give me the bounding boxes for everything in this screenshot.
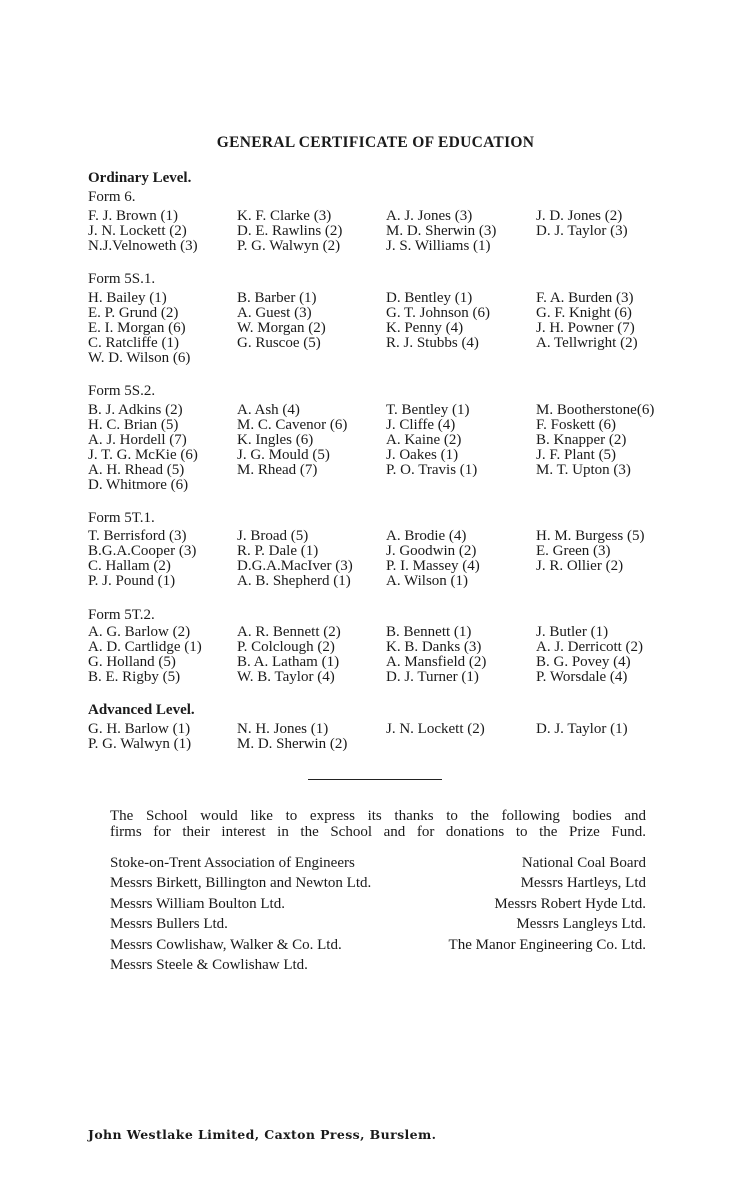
student-result: M. C. Cavenor (6)	[237, 417, 348, 433]
student-result: K. Penny (4)	[386, 320, 464, 336]
student-result: F. A. Burden (3)	[536, 290, 634, 306]
student-result: B. A. Latham (1)	[237, 654, 340, 670]
student-result: B.G.A.Cooper (3)	[88, 543, 197, 559]
student-result: H. C. Brian (5)	[88, 417, 179, 433]
student-result: F. J. Brown (1)	[88, 208, 179, 224]
result-row	[88, 529, 688, 544]
donor-name: Messrs Langleys Ltd.	[516, 916, 646, 933]
student-result: E. P. Grund (2)	[88, 305, 179, 321]
student-result: M. D. Sherwin (3)	[386, 223, 497, 239]
student-result: T. Berrisford (3)	[88, 528, 187, 544]
student-result: E. I. Morgan (6)	[88, 320, 186, 336]
advanced-level-results	[88, 722, 688, 752]
donor-name: Messrs Cowlishaw, Walker & Co. Ltd.	[110, 936, 342, 953]
student-result: A. B. Shepherd (1)	[237, 573, 351, 589]
student-result: A. Wilson (1)	[386, 573, 469, 589]
student-result: D. E. Rawlins (2)	[237, 223, 343, 239]
student-result: J. F. Plant (5)	[536, 447, 617, 463]
student-result: J. D. Jones (2)	[536, 208, 623, 224]
student-result: A. D. Cartlidge (1)	[88, 639, 202, 655]
student-result: N. H. Jones (1)	[237, 721, 329, 737]
thanks-line: firms for their interest in the School and for donations to the Prize Fund.	[110, 824, 646, 840]
student-result: J. H. Powner (7)	[536, 320, 635, 336]
donor-name: Stoke-on-Trent Association of Engineers	[110, 855, 355, 871]
student-result: J. G. Mould (5)	[237, 447, 330, 463]
result-row	[88, 544, 688, 559]
student-result: B. Knapper (2)	[536, 432, 627, 448]
result-row	[88, 321, 688, 336]
student-result: D. J. Taylor (1)	[536, 721, 628, 737]
thanks-line: The School would like to express its thanks to the following bodies and	[110, 808, 646, 824]
student-result: J. Butler (1)	[536, 624, 609, 640]
form-heading: Form 5T.2.	[88, 607, 155, 623]
donor-row	[110, 957, 646, 977]
printer-credit: John Westlake Limited, Caxton Press, Burslem.	[88, 1127, 437, 1142]
result-row	[88, 239, 688, 254]
result-row	[88, 224, 688, 239]
form-5t1-results	[88, 529, 688, 589]
student-result: A. H. Rhead (5)	[88, 462, 185, 478]
result-row	[88, 655, 688, 670]
result-row	[88, 574, 688, 589]
form-6-results	[88, 209, 688, 254]
student-result: A. J. Derricott (2)	[536, 639, 644, 655]
student-result: J. N. Lockett (2)	[386, 721, 485, 737]
student-result: D. Bentley (1)	[386, 290, 473, 306]
donor-row	[110, 855, 646, 875]
student-result: B. Barber (1)	[237, 290, 317, 306]
form-5s1-results	[88, 291, 688, 366]
student-result: P. G. Walwyn (1)	[88, 736, 192, 752]
student-result: A. R. Bennett (2)	[237, 624, 341, 640]
student-result: K. Ingles (6)	[237, 432, 314, 448]
result-row	[88, 336, 688, 351]
student-result: P. J. Pound (1)	[88, 573, 176, 589]
donor-name: Messrs Bullers Ltd.	[110, 916, 228, 933]
result-row	[88, 418, 688, 433]
result-row	[88, 403, 688, 418]
result-row	[88, 670, 688, 685]
student-result: M. D. Sherwin (2)	[237, 736, 348, 752]
result-row	[88, 640, 688, 655]
thanks-paragraph	[110, 808, 646, 840]
form-heading: Form 5T.1.	[88, 510, 155, 526]
section-divider	[308, 779, 442, 780]
student-result: A. G. Barlow (2)	[88, 624, 191, 640]
student-result: C. Hallam (2)	[88, 558, 171, 574]
student-result: K. B. Danks (3)	[386, 639, 482, 655]
result-row	[88, 559, 688, 574]
result-row	[88, 463, 688, 478]
student-result: M. Rhead (7)	[237, 462, 318, 478]
donor-row	[110, 896, 646, 916]
student-result: J. S. Williams (1)	[386, 238, 491, 254]
student-result: H. M. Burgess (5)	[536, 528, 645, 544]
student-result: J. N. Lockett (2)	[88, 223, 187, 239]
student-result: B. J. Adkins (2)	[88, 402, 183, 418]
result-row	[88, 291, 688, 306]
student-result: N.J.Velnoweth (3)	[88, 238, 198, 254]
advanced-level-heading: Advanced Level.	[88, 702, 195, 718]
student-result: E. Green (3)	[536, 543, 611, 559]
student-result: A. Tellwright (2)	[536, 335, 638, 351]
ordinary-level-heading: Ordinary Level.	[88, 170, 192, 186]
student-result: A. Ash (4)	[237, 402, 300, 418]
result-row	[88, 448, 688, 463]
student-result: G. F. Knight (6)	[536, 305, 632, 321]
student-result: W. D. Wilson (6)	[88, 350, 191, 366]
student-result: P. I. Massey (4)	[386, 558, 480, 574]
student-result: R. P. Dale (1)	[237, 543, 319, 559]
student-result: A. Brodie (4)	[386, 528, 467, 544]
donor-name: National Coal Board	[521, 855, 646, 871]
donor-row	[110, 916, 646, 936]
donor-list	[110, 855, 646, 977]
donor-name: Messrs William Boulton Ltd.	[110, 895, 285, 912]
student-result: P. O. Travis (1)	[386, 462, 478, 478]
result-row	[88, 306, 688, 321]
donor-row	[110, 875, 646, 895]
student-result: G. Ruscoe (5)	[237, 335, 321, 351]
student-result: A. J. Hordell (7)	[88, 432, 187, 448]
student-result: P. G. Walwyn (2)	[237, 238, 341, 254]
student-result: A. Guest (3)	[237, 305, 312, 321]
form-5s2-results	[88, 403, 688, 493]
student-result: J. R. Ollier (2)	[536, 558, 624, 574]
student-result: J. Cliffe (4)	[386, 417, 456, 433]
student-result: A. Kaine (2)	[386, 432, 462, 448]
student-result: D. Whitmore (6)	[88, 477, 189, 493]
student-result: B. Bennett (1)	[386, 624, 472, 640]
student-result: G. T. Johnson (6)	[386, 305, 491, 321]
student-result: A. J. Jones (3)	[386, 208, 473, 224]
student-result: G. H. Barlow (1)	[88, 721, 191, 737]
student-result: W. B. Taylor (4)	[237, 669, 335, 685]
donor-name: Messrs Birkett, Billington and Newton Ltd.	[110, 875, 372, 892]
student-result: J. T. G. McKie (6)	[88, 447, 198, 463]
result-row	[88, 478, 688, 493]
form-5t2-results	[88, 625, 688, 685]
result-row	[88, 433, 688, 448]
student-result: F. Foskett (6)	[536, 417, 617, 433]
form-heading: Form 5S.2.	[88, 383, 156, 399]
result-row	[88, 737, 688, 752]
form-heading: Form 6.	[88, 189, 136, 205]
student-result: G. Holland (5)	[88, 654, 176, 670]
page-title: GENERAL CERTIFICATE OF EDUCATION	[216, 134, 535, 151]
student-result: P. Worsdale (4)	[536, 669, 628, 685]
student-result: C. Ratcliffe (1)	[88, 335, 179, 351]
student-result: W. Morgan (2)	[237, 320, 326, 336]
result-row	[88, 722, 688, 737]
form-heading: Form 5S.1.	[88, 271, 156, 287]
student-result: B. E. Rigby (5)	[88, 669, 181, 685]
student-result: H. Bailey (1)	[88, 290, 167, 306]
student-result: R. J. Stubbs (4)	[386, 335, 479, 351]
student-result: D.G.A.MacIver (3)	[237, 558, 353, 574]
student-result: M. Bootherstone(6)	[536, 402, 655, 418]
student-result: P. Colclough (2)	[237, 639, 335, 655]
donor-name: Messrs Robert Hyde Ltd.	[494, 895, 646, 912]
student-result: K. F. Clarke (3)	[237, 208, 332, 224]
result-row	[88, 351, 688, 366]
donor-name: The Manor Engineering Co. Ltd.	[448, 936, 646, 953]
student-result: J. Oakes (1)	[386, 447, 459, 463]
student-result: D. J. Turner (1)	[386, 669, 479, 685]
result-row	[88, 625, 688, 640]
student-result: B. G. Povey (4)	[536, 654, 631, 670]
student-result: T. Bentley (1)	[386, 402, 470, 418]
student-result: M. T. Upton (3)	[536, 462, 631, 478]
student-result: D. J. Taylor (3)	[536, 223, 628, 239]
student-result: J. Goodwin (2)	[386, 543, 477, 559]
donor-name: Messrs Steele & Cowlishaw Ltd.	[110, 956, 308, 973]
donor-row	[110, 937, 646, 957]
student-result: J. Broad (5)	[237, 528, 309, 544]
student-result: A. Mansfield (2)	[386, 654, 487, 670]
donor-name: Messrs Hartleys, Ltd	[520, 875, 646, 892]
result-row	[88, 209, 688, 224]
